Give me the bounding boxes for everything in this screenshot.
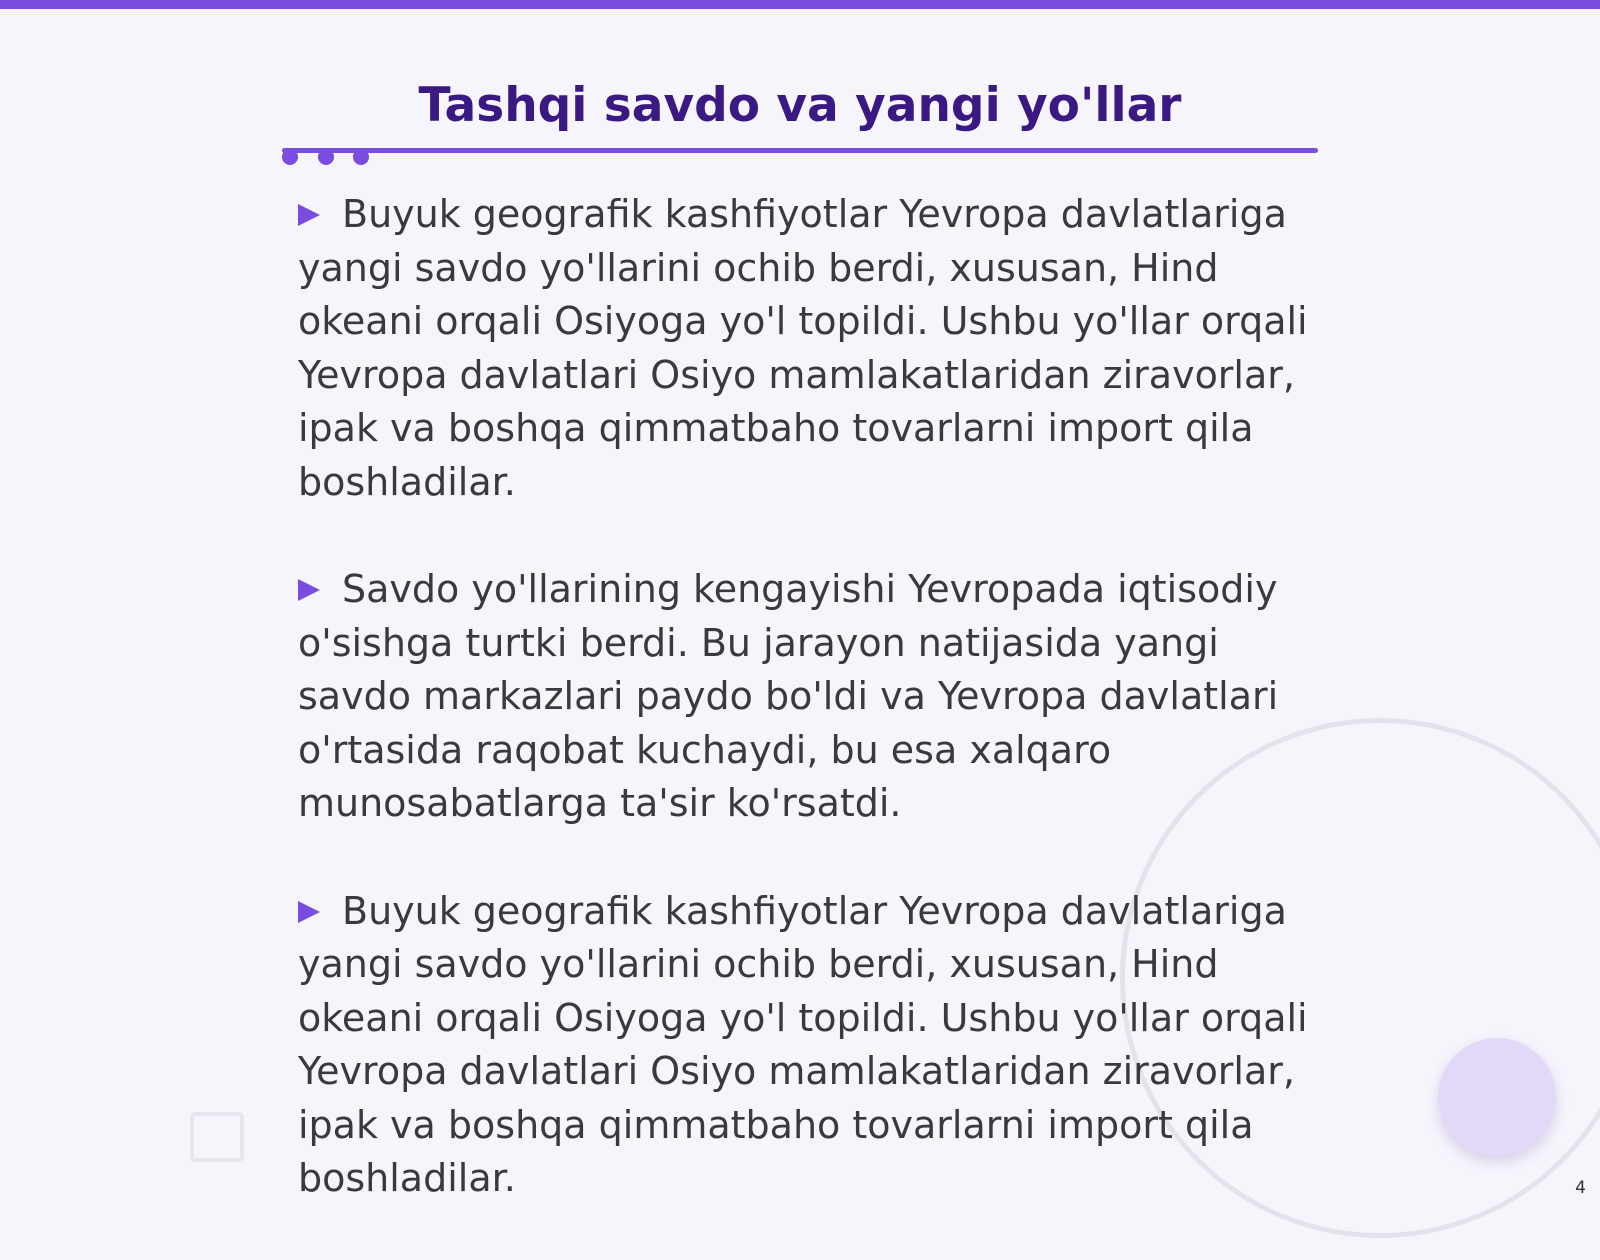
title-underline — [282, 148, 1318, 153]
triangle-right-icon — [298, 204, 320, 226]
bullet-paragraph — [298, 885, 1308, 1206]
bullet-paragraph — [298, 563, 1308, 831]
bullet-paragraph — [298, 188, 1308, 509]
page-number: 4 — [1575, 1178, 1586, 1198]
paragraph-text: Buyuk geografik kashfiyotlar Yevropa davlatlariga yangi savdo yo'llarini ochib berdi, xususan, Hind okeani orqali Osiyoga yo'l topildi. Ushbu yo'llar orqali Yevropa davlatlari Osiyo mamlakatlaridan ziravorlar, ipak va boshqa qimmatbaho tovarlarni import qila boshladilar. — [298, 888, 1308, 1200]
triangle-right-icon — [298, 901, 320, 923]
paragraph-text: Buyuk geografik kashfiyotlar Yevropa davlatlariga yangi savdo yo'llarini ochib berdi, xususan, Hind okeani orqali Osiyoga yo'l topildi. Ushbu yo'llar orqali Yevropa davlatlari Osiyo mamlakatlaridan ziravorlar, ipak va boshqa qimmatbaho tovarlarni import qila boshladilar. — [298, 192, 1308, 504]
decorative-bubble — [1438, 1038, 1556, 1156]
top-accent-bar — [0, 0, 1600, 9]
triangle-right-icon — [298, 579, 320, 601]
slide-title: Tashqi savdo va yangi yo'llar — [418, 78, 1182, 133]
decorative-dot — [282, 149, 298, 165]
decorative-dot — [353, 149, 369, 165]
bullet-list — [298, 188, 1308, 1260]
decorative-dot — [318, 149, 334, 165]
decorative-square — [190, 1112, 244, 1162]
paragraph-text: Savdo yo'llarining kengayishi Yevropada iqtisodiy o'sishga turtki berdi. Bu jarayon natijasida yangi savdo markazlari paydo bo'ldi va Yevropa davlatlari o'rtasida raqobat kuchaydi, bu esa xalqaro munosabatlarga ta'sir ko'rsatdi. — [298, 567, 1279, 825]
